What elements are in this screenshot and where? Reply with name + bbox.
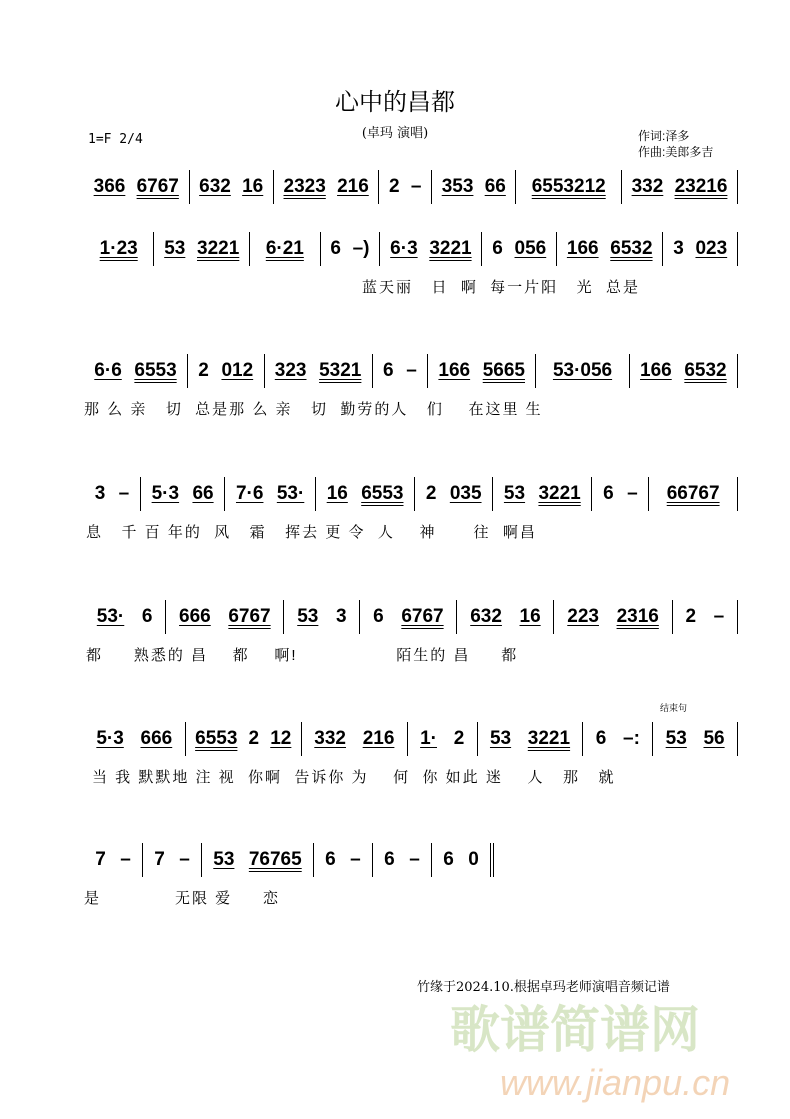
measure: [380, 232, 482, 266]
note-group: 012: [221, 360, 254, 381]
measure: [373, 354, 428, 388]
note-group: 3: [673, 238, 684, 259]
measure: [516, 170, 622, 204]
note-group: 2: [248, 728, 260, 749]
measure: [84, 600, 166, 634]
note-group: 323: [274, 360, 307, 381]
note-group: –: [410, 176, 422, 197]
measure: [478, 722, 584, 756]
measure: [432, 170, 516, 204]
note-group: 023: [695, 238, 728, 259]
note-group: 6: [325, 849, 336, 870]
note-group: 6532: [610, 238, 653, 259]
measure: [84, 477, 141, 511]
measure: [649, 477, 738, 511]
note-group: 166: [566, 238, 599, 259]
transcription-note: 竹缘于2024.10.根据卓玛老师演唱音频记谱: [417, 980, 670, 995]
note-group: –: [350, 849, 361, 870]
measure: [225, 477, 316, 511]
measure: [84, 354, 188, 388]
note-group: 23216: [674, 176, 728, 197]
note-group: 2: [453, 728, 465, 749]
note-group: 2: [389, 176, 400, 197]
note-group: –: [179, 849, 190, 870]
note-group: 5·3: [96, 728, 124, 749]
note-group: –: [120, 849, 131, 870]
note-group: 6553: [195, 728, 238, 749]
lyrics-line: 是 无限 爱 恋: [84, 890, 281, 907]
note-group: 66: [192, 483, 214, 504]
lyrics-line: 息 千 百 年的 风 霜 挥去 更 令 人 神 往 啊昌: [86, 524, 537, 541]
note-group: 6553: [134, 360, 177, 381]
score-line: [84, 722, 738, 756]
note-group: 7: [154, 849, 165, 870]
measure: [188, 354, 265, 388]
note-group: 12: [270, 728, 292, 749]
note-group: 166: [640, 360, 672, 381]
note-group: –): [352, 238, 370, 259]
note-group: 7·6: [235, 483, 264, 504]
note-group: 332: [314, 728, 346, 749]
note-group: 53·: [276, 483, 305, 504]
note-group: 216: [337, 176, 369, 197]
measure: [141, 477, 225, 511]
note-group: 6: [373, 606, 384, 627]
note-group: 53: [297, 606, 319, 627]
note-group: 3221: [197, 238, 240, 259]
measure: [592, 477, 649, 511]
performer: (卓玛 演唱): [361, 126, 429, 141]
measure: [373, 843, 432, 877]
measure: [84, 843, 143, 877]
note-group: 53·: [96, 606, 125, 627]
note-group: 035: [449, 483, 482, 504]
note-group: 353: [441, 176, 474, 197]
note-group: 666: [179, 606, 211, 627]
note-group: –: [409, 849, 420, 870]
note-group: 7: [95, 849, 106, 870]
measure: [284, 600, 360, 634]
note-group: 6·21: [265, 238, 304, 259]
note-group: 666: [140, 728, 173, 749]
note-group: 5665: [482, 360, 525, 381]
note-group: 332: [631, 176, 664, 197]
lyrics-line: 当 我 默默地 注 视 你啊 告诉你 为 何 你 如此 迷 人 那 就: [92, 769, 616, 786]
credits: [638, 128, 713, 160]
note-group: –: [118, 483, 130, 504]
note-group: 366: [93, 176, 126, 197]
note-group: 53: [213, 849, 235, 870]
measure: [557, 232, 663, 266]
note-group: 3: [335, 606, 347, 627]
note-group: 16: [326, 483, 348, 504]
note-group: 56: [703, 728, 725, 749]
lyrics-line: 那 么 亲 切 总是那 么 亲 切 勤劳的人 们 在这里 生: [84, 401, 543, 418]
note-group: –: [627, 483, 638, 504]
note-group: 632: [470, 606, 502, 627]
ending-mark: 结束句: [660, 704, 688, 714]
note-group: –: [406, 360, 417, 381]
measure: [415, 477, 493, 511]
note-group: 2: [198, 360, 209, 381]
note-group: 6: [141, 606, 153, 627]
note-group: 3221: [527, 728, 571, 749]
measure: [154, 232, 250, 266]
note-group: 1·23: [99, 238, 138, 259]
note-group: 3221: [429, 238, 472, 259]
score-line: [84, 843, 494, 877]
measure: [274, 170, 380, 204]
measure: [143, 843, 202, 877]
measure: [653, 722, 738, 756]
lyricist: 作词:泽多: [638, 129, 690, 143]
note-group: 6: [603, 483, 614, 504]
measure: [84, 170, 190, 204]
song-title: 心中的昌都: [335, 88, 455, 116]
note-group: 166: [438, 360, 471, 381]
note-group: 16: [242, 176, 264, 197]
measure: [360, 600, 457, 634]
key-signature: 1=F 2/4: [88, 132, 143, 147]
watermark-url: www.jianpu.cn: [500, 1062, 731, 1103]
note-group: 6: [595, 728, 607, 749]
watermark-logo: 歌谱简谱网: [450, 1002, 700, 1058]
lyrics-line: 都 熟悉的 昌 都 啊! 陌生的 昌 都: [86, 647, 519, 664]
note-group: 6553212: [531, 176, 606, 197]
note-group: 53: [665, 728, 687, 749]
composer: 作曲:美郎多吉: [638, 145, 714, 159]
note-group: 3: [94, 483, 106, 504]
measure: [250, 232, 320, 266]
note-group: 2: [685, 606, 697, 627]
measure: [186, 722, 302, 756]
measure: [428, 354, 536, 388]
measure: [166, 600, 284, 634]
note-group: 6: [443, 849, 454, 870]
measure: [316, 477, 415, 511]
note-group: 3221: [538, 483, 581, 504]
note-group: 5·3: [151, 483, 180, 504]
note-group: 6767: [401, 606, 444, 627]
note-group: 76765: [248, 849, 302, 870]
note-group: 6·3: [390, 238, 418, 259]
note-group: 6: [492, 238, 503, 259]
note-group: 2: [425, 483, 437, 504]
score-line: [84, 232, 738, 266]
note-group: 223: [567, 606, 599, 627]
measure: [84, 722, 186, 756]
note-group: 66767: [666, 483, 720, 504]
note-group: 66: [484, 176, 506, 197]
measure: [202, 843, 314, 877]
note-group: 1·: [420, 728, 437, 749]
note-group: 53·056: [552, 360, 613, 381]
note-group: 6767: [136, 176, 179, 197]
score-line: [84, 477, 738, 511]
note-group: 216: [362, 728, 395, 749]
measure: [536, 354, 629, 388]
note-group: 53: [164, 238, 186, 259]
measure: [265, 354, 373, 388]
measure: [314, 843, 373, 877]
note-group: 056: [514, 238, 547, 259]
measure: [432, 843, 494, 877]
note-group: 0: [468, 849, 479, 870]
note-group: 6767: [228, 606, 271, 627]
measure: [190, 170, 274, 204]
measure: [84, 232, 154, 266]
note-group: 6·6: [94, 360, 122, 381]
measure: [630, 354, 738, 388]
measure: [302, 722, 408, 756]
score-line: [84, 354, 738, 388]
note-group: 632: [199, 176, 231, 197]
note-group: 53: [489, 728, 512, 749]
measure: [554, 600, 672, 634]
measure: [663, 232, 738, 266]
note-group: 53: [503, 483, 526, 504]
note-group: –: [713, 606, 725, 627]
measure: [482, 232, 557, 266]
note-group: 6532: [684, 360, 727, 381]
note-group: 16: [519, 606, 541, 627]
lyrics-line: 蓝天丽 日 啊 每一片阳 光 总是: [362, 279, 641, 296]
measure: [583, 722, 653, 756]
note-group: 6: [383, 360, 394, 381]
note-group: 6: [384, 849, 395, 870]
note-group: 2316: [616, 606, 659, 627]
note-group: 2323: [283, 176, 326, 197]
measure: [673, 600, 738, 634]
note-group: 6553: [361, 483, 404, 504]
measure: [379, 170, 432, 204]
score-line: [84, 170, 738, 204]
measure: [493, 477, 592, 511]
note-group: 6: [330, 238, 341, 259]
score-line: [84, 600, 738, 634]
measure: [408, 722, 478, 756]
measure: [457, 600, 554, 634]
measure: [622, 170, 738, 204]
measure: [321, 232, 381, 266]
note-group: –:: [623, 728, 640, 749]
note-group: 5321: [319, 360, 362, 381]
